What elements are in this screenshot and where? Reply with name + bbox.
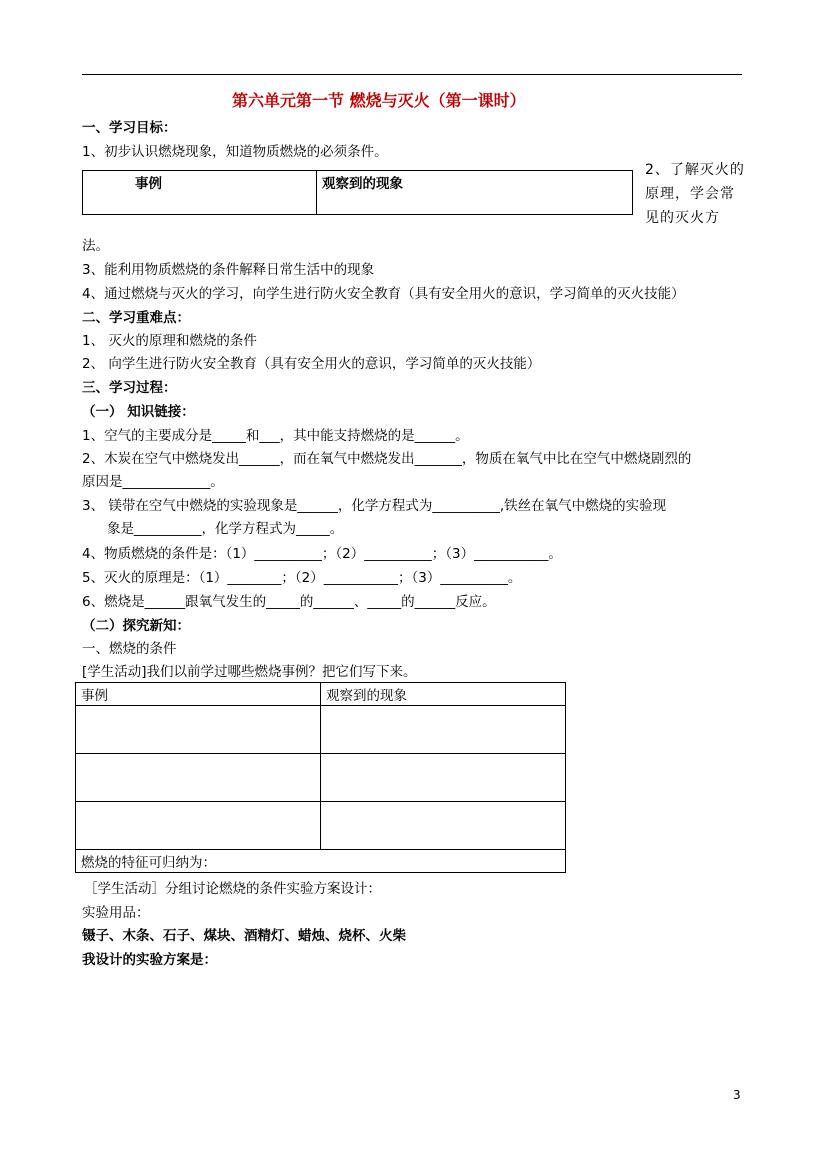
student-activity-1: [学生活动]我们以前学过哪些燃烧事例？把它们写下来。 <box>82 664 417 680</box>
header-rule <box>82 74 742 75</box>
key-point-2: 2、 向学生进行防火安全教育（具有安全用火的意识，学习简单的灭火技能） <box>82 356 541 372</box>
question-6: 6、燃烧是______跟氧气发生的_____的______、_____的______反应。 <box>82 594 496 610</box>
table2-cell <box>76 706 321 754</box>
table2-cell <box>321 754 566 802</box>
table2-cell <box>76 802 321 850</box>
section-heading-keypoints: 二、学习重难点： <box>82 310 190 326</box>
question-2-line-1: 2、木炭在空气中燃烧发出______，而在氧气中燃烧发出_______，物质在氧气中比在空气中燃烧剧烈的 <box>82 451 692 467</box>
table2-cell <box>321 802 566 850</box>
subsection-combustion-conditions: 一、燃烧的条件 <box>82 641 177 657</box>
part-2-heading: （二）探究新知： <box>82 618 190 634</box>
question-2-line-2: 原因是_____________。 <box>82 474 224 490</box>
question-3-line-2: 象是__________，化学方程式为_____。 <box>107 521 344 537</box>
materials-label: 实验用品： <box>82 905 150 921</box>
goal-3: 3、能利用物质燃烧的条件解释日常生活中的现象 <box>82 262 375 278</box>
table2-col2: 观察到的现象 <box>321 683 566 706</box>
table2-cell <box>321 706 566 754</box>
example-table-small <box>82 170 633 215</box>
table2-footer: 燃烧的特征可归纳为： <box>76 850 566 873</box>
my-plan-label: 我设计的实验方案是： <box>82 952 217 968</box>
question-5: 5、灭火的原理是：（1）________；（2）___________；（3）__________。 <box>82 570 522 586</box>
part-1-heading: （一） 知识链接： <box>82 404 195 420</box>
table1-col1: 事例 <box>83 171 317 215</box>
table1-col2: 观察到的现象 <box>317 171 633 215</box>
example-table-large <box>75 682 566 873</box>
student-activity-2: ［学生活动］分组讨论燃烧的条件实验方案设计： <box>84 881 381 897</box>
table2-cell <box>76 754 321 802</box>
page-number: 3 <box>733 1088 741 1102</box>
table2-col1: 事例 <box>76 683 321 706</box>
page-title: 第六单元第一节 燃烧与灭火（第一课时） <box>232 91 526 110</box>
question-3-line-1: 3、 镁带在空气中燃烧的实验现象是______，化学方程式为__________,铁丝在氧气中燃烧的实验现 <box>82 498 667 514</box>
goal-2-side: 2、了解灭火的原理，学会常见的灭火方 <box>645 162 745 226</box>
section-heading-process: 三、学习过程： <box>82 380 177 396</box>
question-1: 1、空气的主要成分是_____和___，其中能支持燃烧的是______。 <box>82 428 469 444</box>
section-heading-goals: 一、学习目标： <box>82 120 177 136</box>
goal-4: 4、通过燃烧与灭火的学习，向学生进行防火安全教育（具有安全用火的意识，学习简单的灭火技能） <box>82 286 685 302</box>
goal-2-continued: 法。 <box>82 238 109 254</box>
question-4: 4、物质燃烧的条件是：（1）__________；（2）__________；（3）___________。 <box>82 546 562 562</box>
materials-list: 镊子、木条、石子、煤块、酒精灯、蜡烛、烧杯、火柴 <box>82 928 406 944</box>
key-point-1: 1、 灭火的原理和燃烧的条件 <box>82 333 257 349</box>
goal-1: 1、初步认识燃烧现象，知道物质燃烧的必须条件。 <box>82 144 388 160</box>
